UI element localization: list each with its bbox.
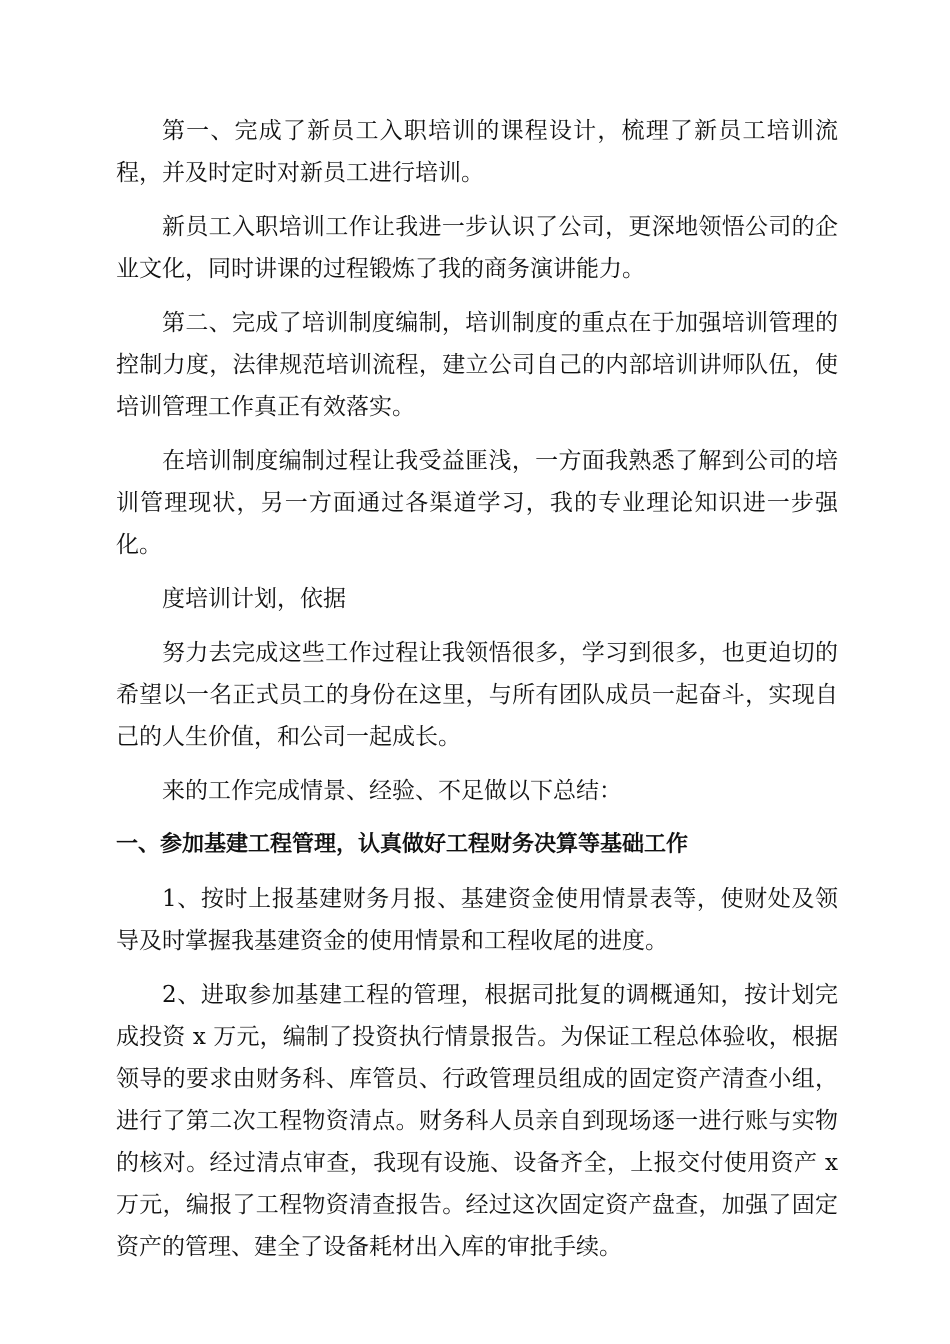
paragraph-4: 在培训制度编制过程让我受益匪浅，一方面我熟悉了解到公司的培训管理现状，另一方面通过各渠道学习，我的专业理论知识进一步强化。 (116, 448, 838, 558)
paragraph-9: 2、进取参加基建工程的管理，根据司批复的调概通知，按计划完成投资 x 万元，编制了投资执行情景报告。为保证工程总体验收，根据领导的要求由财务科、库管员、行政管理员组成的固定资产清查小组，进行了第二次工程物资清点。财务科人员亲自到现场逐一进行账与实物的核对。经过清点审查，我现有设施、设备齐全，上报交付使用资产 x 万元，编报了工程物资清查报告。经过这次固定资产盘查，加强了固定资产的管理、建全了设备耗材出入库的审批手续。 (116, 982, 838, 1260)
paragraph-2: 新员工入职培训工作让我进一步认识了公司，更深地领悟公司的企业文化，同时讲课的过程锻炼了我的商务演讲能力。 (116, 214, 838, 282)
paragraph-1: 第一、完成了新员工入职培训的课程设计，梳理了新员工培训流程，并及时定时对新员工进行培训。 (116, 118, 838, 186)
paragraph-7: 来的工作完成情景、经验、不足做以下总结： (162, 778, 622, 804)
paragraph-5: 度培训计划，依据 (162, 586, 346, 612)
section-heading: 一、参加基建工程管理，认真做好工程财务决算等基础工作 (116, 832, 689, 857)
paragraph-8: 1、按时上报基建财务月报、基建资金使用情景表等，使财处及领导及时掌握我基建资金的使用情景和工程收尾的进度。 (116, 886, 838, 954)
paragraph-6: 努力去完成这些工作过程让我领悟很多，学习到很多，也更迫切的希望以一名正式员工的身份在这里，与所有团队成员一起奋斗，实现自己的人生价值，和公司一起成长。 (116, 640, 838, 750)
document-body (116, 110, 838, 1280)
paragraph-3: 第二、完成了培训制度编制，培训制度的重点在于加强培训管理的控制力度，法律规范培训流程，建立公司自己的内部培训讲师队伍，使培训管理工作真正有效落实。 (116, 310, 838, 420)
